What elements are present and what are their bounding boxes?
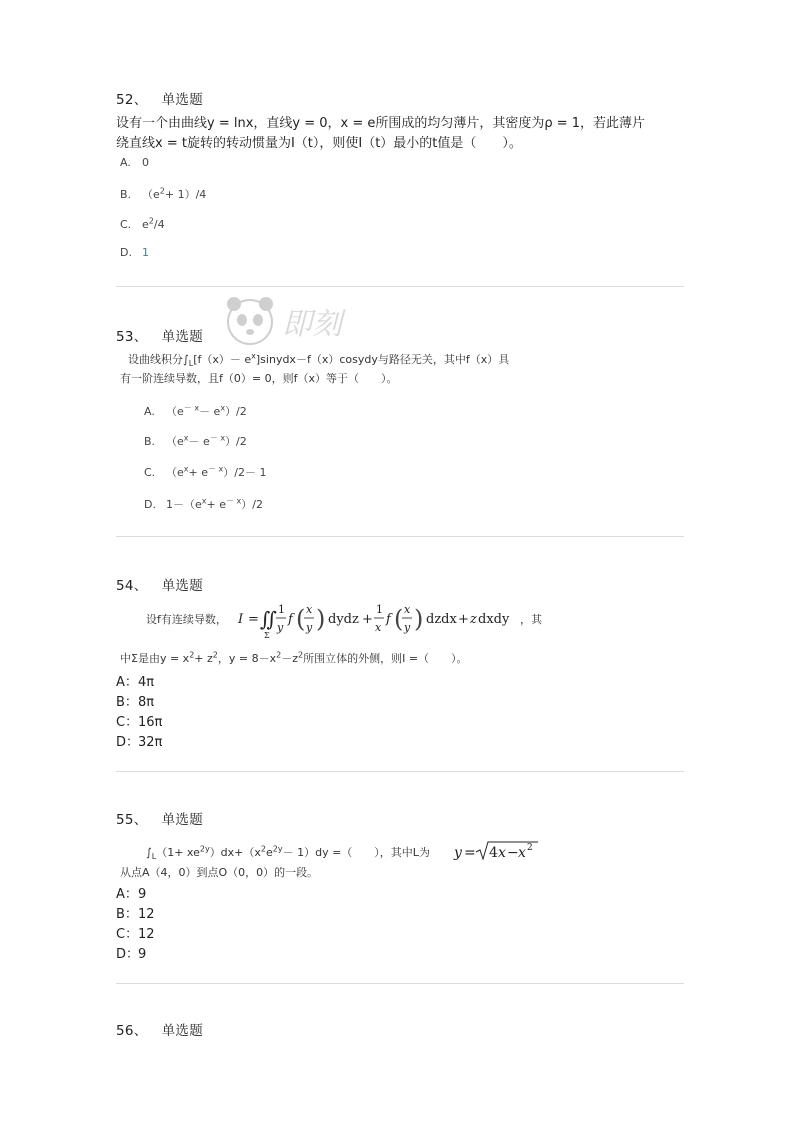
option-c[interactable]: C：16π bbox=[116, 715, 163, 730]
question-number: 56、 bbox=[116, 1023, 148, 1039]
svg-text:): ) bbox=[316, 605, 326, 633]
svg-text:+: + bbox=[458, 612, 469, 627]
stem-line: $\int_L(1+ xe^{2y})dx+(x^2e^{2y}- 1)dy$ =（ ），其中L为 bbox=[146, 844, 430, 862]
svg-text:1: 1 bbox=[278, 603, 285, 616]
option-a[interactable]: A. $(e^{- x}- e^x)/2$ bbox=[144, 403, 247, 418]
svg-text:=: = bbox=[248, 612, 259, 627]
svg-text:f: f bbox=[386, 612, 391, 627]
question-number: 55、 bbox=[116, 812, 148, 828]
divider bbox=[116, 771, 684, 772]
svg-text:2: 2 bbox=[527, 843, 533, 853]
question-header bbox=[116, 88, 686, 108]
option-b[interactable]: B. $(e^x- e^{- x})/2$ bbox=[144, 433, 247, 448]
stem-line: 绕直线x = t旋转的转动惯量为I（t），则使I（t）最小的t值是（ ）。 bbox=[116, 136, 522, 151]
question-stem bbox=[116, 114, 686, 154]
svg-text:x: x bbox=[306, 603, 313, 616]
question-54 bbox=[116, 574, 686, 594]
svg-text:(: ( bbox=[394, 605, 404, 633]
question-55 bbox=[116, 808, 686, 828]
svg-text:z: z bbox=[470, 612, 477, 627]
svg-text:y: y bbox=[306, 621, 313, 634]
question-number: 54、 bbox=[116, 578, 148, 594]
question-type: 单选题 bbox=[161, 329, 203, 345]
svg-text:+: + bbox=[362, 612, 373, 627]
svg-text:x: x bbox=[404, 603, 411, 616]
question-header bbox=[116, 1019, 686, 1039]
curve-formula bbox=[452, 838, 542, 864]
question-number: 53、 bbox=[116, 329, 148, 345]
option-c[interactable]: C. $e^2/4$ bbox=[120, 216, 165, 231]
svg-text:y: y bbox=[277, 621, 284, 634]
stem-line: 设有一个由曲线y = lnx，直线y = 0，x = e所围成的均匀薄片，其密度为ρ = 1，若此薄片 bbox=[116, 116, 646, 131]
option-b[interactable]: B：12 bbox=[116, 907, 155, 922]
svg-text:I: I bbox=[238, 612, 244, 627]
surface-integral-formula bbox=[236, 596, 536, 642]
svg-text:(: ( bbox=[296, 605, 306, 633]
option-b[interactable]: B：8π bbox=[116, 695, 155, 710]
question-type: 单选题 bbox=[161, 812, 203, 828]
svg-text:∬: ∬ bbox=[260, 607, 278, 631]
stem-line: ，其 bbox=[520, 613, 542, 626]
svg-text:f: f bbox=[288, 612, 293, 627]
option-c[interactable]: C：12 bbox=[116, 927, 155, 942]
stem-line: 有一阶连续导数，且f（0）= 0，则f（x）等于（ ）。 bbox=[120, 372, 398, 385]
option-a[interactable]: A：9 bbox=[116, 887, 147, 902]
svg-text:dydz: dydz bbox=[328, 612, 359, 627]
question-header bbox=[116, 574, 686, 594]
svg-text:x: x bbox=[518, 845, 526, 861]
question-type: 单选题 bbox=[161, 92, 203, 108]
svg-text:dzdx: dzdx bbox=[426, 612, 457, 627]
svg-text:Σ: Σ bbox=[264, 631, 270, 640]
option-c[interactable]: C. $(e^x+ e^{- x})/2- 1$ bbox=[144, 464, 267, 479]
svg-text:=: = bbox=[464, 845, 476, 861]
option-d[interactable]: D：32π bbox=[116, 735, 163, 750]
svg-text:x: x bbox=[498, 845, 506, 861]
divider bbox=[116, 536, 684, 537]
svg-text:x: x bbox=[375, 621, 382, 634]
stem-line: 设曲线积分$\int_L[f(x)-$ $e^x]sinydx-f(x)cosydy$与路径无关，其中f（x）具 bbox=[128, 351, 510, 369]
svg-text:1: 1 bbox=[376, 603, 383, 616]
question-52 bbox=[116, 88, 686, 154]
option-d[interactable]: D. $1-(e^x+ e^{- x})/2$ bbox=[144, 496, 263, 511]
divider bbox=[116, 983, 684, 984]
svg-text:y: y bbox=[404, 621, 411, 634]
stem-line: 中Σ是由$y = x^2+ z^2$，$y = 8-x^2-z^2$所围立体的外侧，则I =（ ）。 bbox=[120, 650, 468, 665]
stem-line: 从点A（4，0）到点O（0，0）的一段。 bbox=[120, 866, 319, 879]
question-header bbox=[116, 325, 686, 345]
option-d[interactable]: D：9 bbox=[116, 947, 147, 962]
svg-text:−: − bbox=[507, 845, 519, 861]
svg-text:): ) bbox=[414, 605, 424, 633]
question-number: 52、 bbox=[116, 92, 148, 108]
question-56 bbox=[116, 1019, 686, 1039]
option-b[interactable]: B. $(e^2+ 1)/4$ bbox=[120, 186, 207, 201]
svg-text:4: 4 bbox=[489, 845, 498, 861]
option-a[interactable]: A. 0 bbox=[120, 156, 149, 169]
question-type: 单选题 bbox=[161, 1023, 203, 1039]
stem-line: 设f有连续导数， bbox=[146, 613, 227, 626]
divider bbox=[116, 286, 684, 287]
watermark-text: 即刻 bbox=[282, 307, 342, 342]
svg-text:y: y bbox=[454, 845, 462, 861]
question-header bbox=[116, 808, 686, 828]
option-d[interactable]: D. 1 bbox=[120, 246, 149, 259]
option-a[interactable]: A：4π bbox=[116, 675, 155, 690]
question-type: 单选题 bbox=[161, 578, 203, 594]
question-53 bbox=[116, 325, 686, 345]
svg-text:dxdy: dxdy bbox=[478, 612, 510, 627]
